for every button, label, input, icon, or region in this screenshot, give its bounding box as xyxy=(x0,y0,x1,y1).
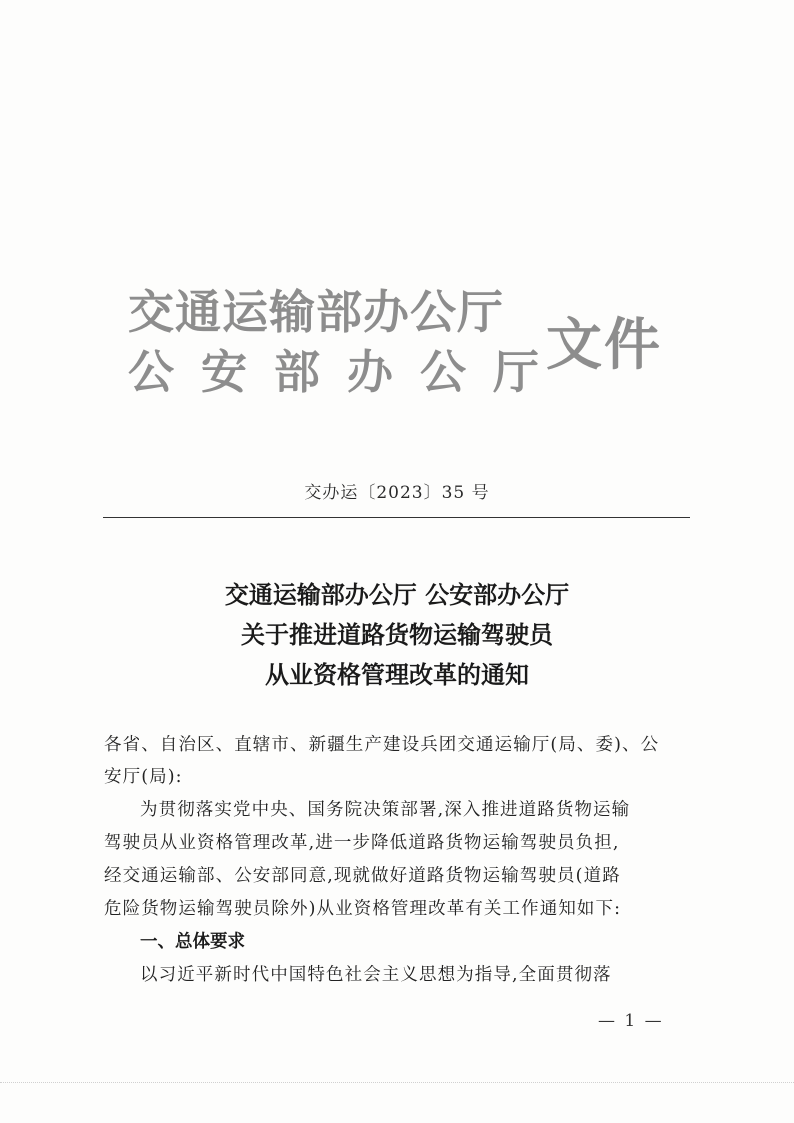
letterhead-doc-word: 文件 xyxy=(546,313,662,378)
issuer-ministry-of-transport: 交通运输部办公厅 xyxy=(128,285,504,339)
paragraph-1-line-1: 为贯彻落实党中央、国务院决策部署,深入推进道路货物运输 xyxy=(140,800,631,820)
page-number: — 1 — xyxy=(598,1011,664,1031)
paragraph-1-line-2: 驾驶员从业资格管理改革,进一步降低道路货物运输驾驶员负担, xyxy=(104,833,620,853)
addressee-line-2: 安厅(局): xyxy=(104,767,183,787)
header-divider xyxy=(103,517,690,518)
paragraph-1-line-4: 危险货物运输驾驶员除外)从业资格管理改革有关工作通知如下: xyxy=(104,899,622,919)
paragraph-2-line-1: 以习近平新时代中国特色社会主义思想为指导,全面贯彻落 xyxy=(140,965,612,985)
addressee-line-1: 各省、自治区、直辖市、新疆生产建设兵团交通运输厅(局、委)、公 xyxy=(104,735,660,755)
title-line-2: 关于推进道路货物运输驾驶员 xyxy=(241,621,553,649)
title-line-1: 交通运输部办公厅 公安部办公厅 xyxy=(224,581,570,609)
letterhead xyxy=(128,286,668,406)
issuer-ministry-of-public-security: 公安部办公厅 xyxy=(128,345,566,399)
scan-edge xyxy=(0,1082,794,1083)
document-number: 交办运〔2023〕35 号 xyxy=(304,483,490,503)
paragraph-1-line-3: 经交通运输部、公安部同意,现就做好道路货物运输驾驶员(道路 xyxy=(104,866,621,886)
title-line-3: 从业资格管理改革的通知 xyxy=(265,661,529,689)
section-heading-1: 一、总体要求 xyxy=(140,932,245,952)
